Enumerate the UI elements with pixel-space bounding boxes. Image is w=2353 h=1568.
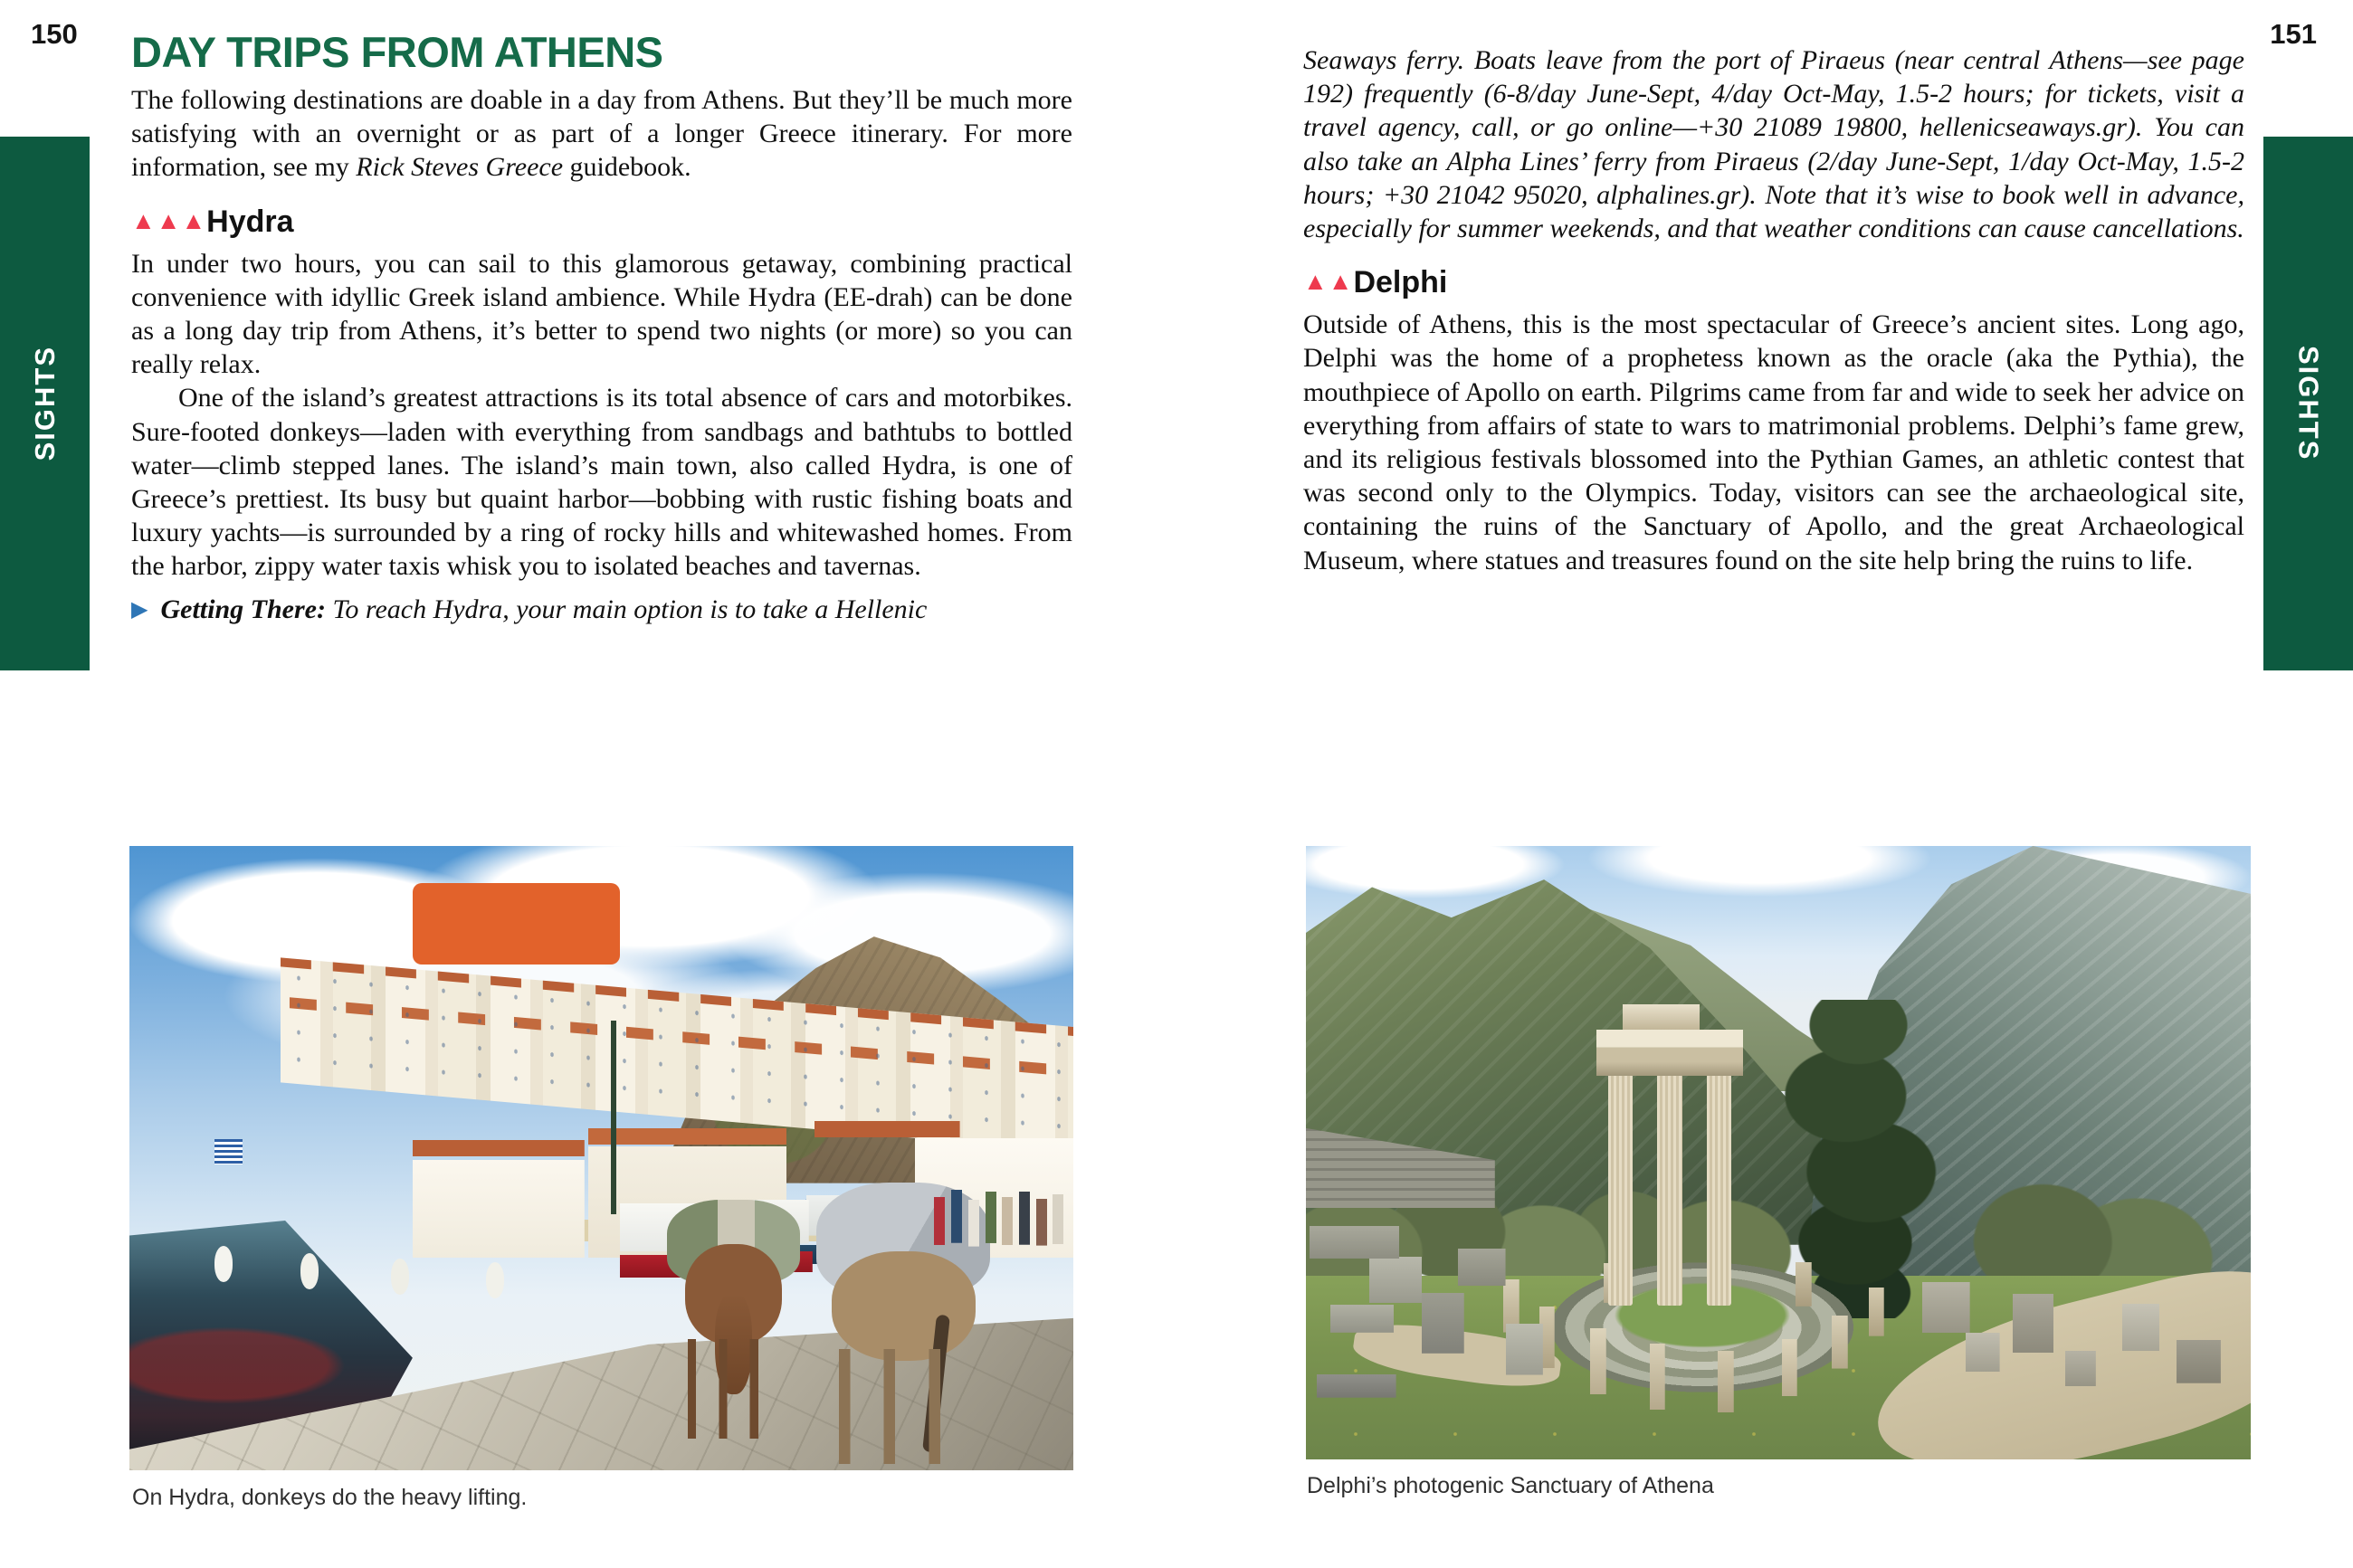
column-lintel	[1596, 1030, 1744, 1076]
hydra-harbor-photo	[129, 846, 1073, 1470]
intro-text-after: guidebook.	[563, 152, 691, 183]
page-number-right: 151	[2270, 18, 2317, 50]
column	[1707, 1073, 1731, 1307]
hydra-paragraph-1: In under two hours, you can sail to this glamorous getaway, combining practical convenience with idyllic Greek island ambience. While Hydra (EE-drah) can be done as a long day trip from Athens, it’s better to spend two nights (or more) so you can really relax.	[131, 248, 1072, 380]
greek-flag	[214, 1139, 243, 1164]
pointer-triangle-icon: ▶	[131, 597, 148, 622]
left-column	[131, 83, 1072, 627]
sights-tab-left-label: SIGHTS	[28, 346, 61, 461]
ruin-blocks-left	[1306, 1190, 1570, 1423]
delphi-sanctuary-photo	[1306, 846, 2251, 1459]
getting-there-label: Getting There:	[160, 594, 326, 624]
rating-triangles-icon: ▲▲▲	[131, 206, 207, 234]
tourist-crowd	[932, 1171, 1073, 1252]
hydra-heading-label: Hydra	[206, 204, 294, 239]
orange-life-raft	[413, 883, 620, 965]
delphi-heading-label: Delphi	[1353, 265, 1448, 300]
getting-there-line	[131, 593, 1072, 627]
donkey-body	[832, 1251, 976, 1361]
right-column	[1303, 43, 2244, 577]
getting-there-text: To reach Hydra, your main option is to take a Hellenic	[325, 594, 928, 624]
sights-tab-right-label: SIGHTS	[2292, 346, 2325, 461]
ferry-continuation-paragraph: Seaways ferry. Boats leave from the port of Piraeus (near central Athens—see page 192) frequently (6-8/day June-Sept, 4/day Oct-May, 1.5-2 hours; for tickets, visit a travel agency, call, or go online—+30 21089 19800, hellenicseaways.gr). You can also take an Alpha Lines’ ferry from Piraeus (2/day June-Sept, 1/day Oct-May, 1.5-2 hours; +30 21042 95020, alphalines.gr). Note that it’s wise to book well in advance, especially for summer weekends, and that weather conditions can cause cancellations.	[1303, 45, 2244, 244]
sights-tab-left	[0, 137, 90, 670]
donkey-legs	[688, 1339, 778, 1439]
hydra-paragraph-2: One of the island’s greatest attractions is its total absence of cars and motorbikes. Sure-footed donkeys—laden with everything from sandbags and bathtubs to bottled water—climb stepped lanes. The island’s main town, also called Hydra, is one of Greece’s prettiest. Its busy but quaint harbor—bobbing with rustic fishing boats and luxury yachts—is surrounded by a ring of rocky hills and whitewashed homes. From the harbor, zippy water taxis whisk you to isolated beaches and tavernas.	[131, 383, 1072, 582]
delphi-photo-caption: Delphi’s photogenic Sanctuary of Athena	[1307, 1473, 1714, 1498]
page-title: DAY TRIPS FROM ATHENS	[131, 28, 663, 76]
intro-text-before: The following destinations are doable in a day from Athens. But they’ll be much more satisfying with an overnight or as part of a longer Greece itinerary. For more information, see my	[131, 85, 1072, 183]
page-number-left: 150	[31, 18, 78, 50]
tholos-columns	[1608, 1000, 1731, 1307]
rating-triangles-icon: ▲▲	[1303, 268, 1354, 296]
street-lamp	[611, 1021, 616, 1214]
boat-fenders	[214, 1246, 233, 1282]
delphi-paragraph: Outside of Athens, this is the most spectacular of Greece’s ancient sites. Long ago, Delphi was the home of a prophetess known as the oracle (aka the Pythia), the mouthpiece of Apollo on earth. Pilgrims came from far and wide to seek her advice on everything from affairs of state to wars to matrimonial problems. Delphi’s fame grew, and its religious festivals blossomed into the Pythian Games, an athletic contest that was second only to the Olympics. Today, visitors can see the archaeological site, containing the ruins of the Sanctuary of Apollo, and the great Archaeological Museum, where statues and treasures found on the site help bring the ruins to life.	[1303, 309, 2244, 575]
intro-book-title: Rick Steves Greece	[356, 152, 564, 183]
sights-tab-right	[2263, 137, 2353, 670]
intro-paragraph	[131, 83, 1072, 185]
hydra-heading	[131, 185, 1072, 247]
column	[1608, 1073, 1633, 1307]
hydra-photo-caption: On Hydra, donkeys do the heavy lifting.	[132, 1485, 528, 1510]
donkey-legs	[839, 1349, 964, 1464]
column	[1657, 1073, 1681, 1307]
delphi-heading	[1303, 245, 2244, 308]
red-water-taxi-boat	[134, 1171, 624, 1333]
ruin-blocks-right	[1910, 1239, 2251, 1435]
donkey-front	[658, 1190, 809, 1440]
